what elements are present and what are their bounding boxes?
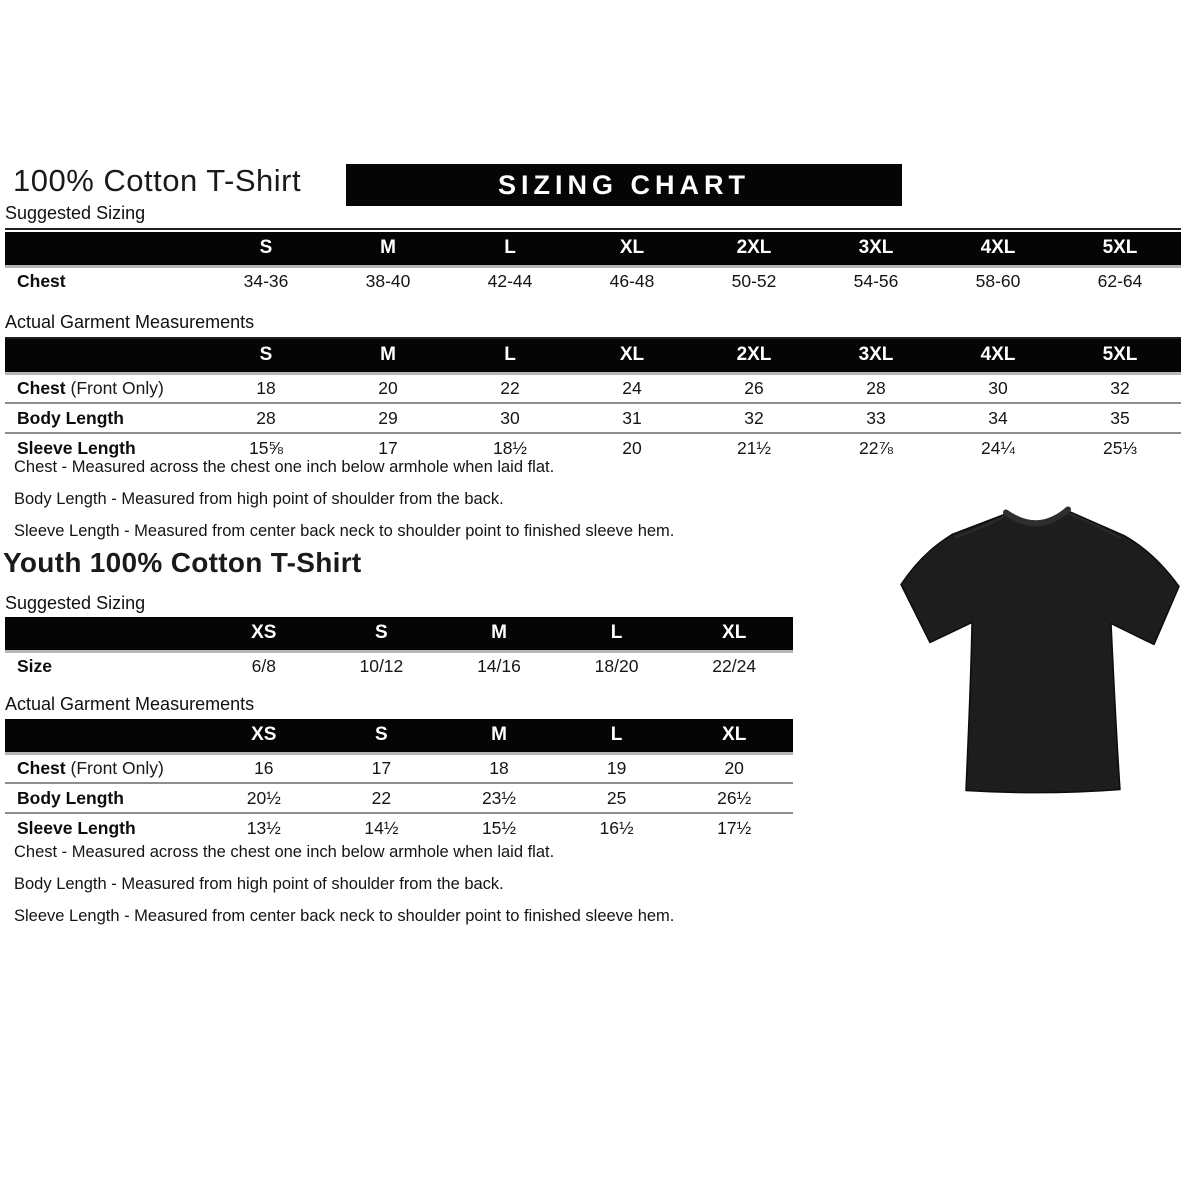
table-row <box>5 813 793 843</box>
tshirt-graphic <box>893 490 1185 805</box>
cell-value: 18 <box>256 377 276 398</box>
cell-value: 34 <box>937 403 1059 433</box>
column-header-s: S <box>205 232 327 266</box>
cell-value: 16½ <box>558 813 676 843</box>
cell-value: 15½ <box>440 813 558 843</box>
table-row <box>5 753 793 783</box>
page-title: 100% Cotton T-Shirt <box>13 163 302 198</box>
row-label: Sleeve Length <box>5 813 205 843</box>
adult-measurement-notes <box>14 458 674 554</box>
cell-value: 15⅝ <box>205 433 327 463</box>
cell-value: 26 <box>744 377 764 398</box>
row-label: Chest (Front Only) <box>17 757 164 778</box>
cell-value: 24 <box>622 377 642 398</box>
column-header-s: S <box>323 617 441 651</box>
cell-value: 28 <box>866 377 886 398</box>
row-label: Body Length <box>5 403 205 433</box>
table-row <box>5 373 1181 403</box>
cell-value: 14/16 <box>477 656 521 677</box>
row-label-spacer <box>5 232 205 266</box>
column-header-5xl: 5XL <box>1059 232 1181 266</box>
cell-value: 20 <box>724 757 744 778</box>
note-line: Chest - Measured across the chest one inch below armhole when laid flat. <box>14 458 555 476</box>
cell-value: 23½ <box>440 783 558 813</box>
column-header-xs: XS <box>205 617 323 651</box>
row-label: Body Length <box>5 783 205 813</box>
cell-value: 24¼ <box>937 433 1059 463</box>
sizing-chart-banner: SIZING CHART <box>346 164 902 206</box>
column-header-s: S <box>205 339 327 373</box>
cell-value: 42-44 <box>487 271 533 292</box>
cell-value: 38-40 <box>365 271 411 292</box>
youth-page-title: Youth 100% Cotton T-Shirt <box>3 547 362 578</box>
adult-actual-measurements-heading: Actual Garment Measurements <box>5 312 1181 339</box>
cell-value: 30 <box>449 403 571 433</box>
cell-value: 25⅓ <box>1059 433 1181 463</box>
size-table <box>5 339 1181 463</box>
row-label: Sleeve Length <box>5 433 205 463</box>
cell-value: 25 <box>558 783 676 813</box>
column-header-xs: XS <box>205 719 323 753</box>
youth-actual-measurements-table <box>5 719 793 843</box>
cell-value: 32 <box>1110 377 1130 398</box>
column-header-4xl: 4XL <box>937 232 1059 266</box>
cell-value: 54-56 <box>853 271 899 292</box>
cell-value: 31 <box>571 403 693 433</box>
column-header-s: S <box>323 719 441 753</box>
cell-value: 20 <box>378 377 398 398</box>
black-tshirt-image <box>893 490 1185 805</box>
cell-value: 18½ <box>449 433 571 463</box>
column-header-xl: XL <box>675 719 793 753</box>
note-line: Sleeve Length - Measured from center back neck to shoulder point to finished sleeve hem. <box>14 907 675 925</box>
cell-value: 22⅞ <box>815 433 937 463</box>
cell-value: 32 <box>693 403 815 433</box>
column-header-5xl: 5XL <box>1059 339 1181 373</box>
tshirt-silhouette <box>901 511 1179 793</box>
cell-value: 33 <box>815 403 937 433</box>
column-header-xl: XL <box>571 339 693 373</box>
cell-value: 10/12 <box>359 656 404 677</box>
column-header-3xl: 3XL <box>815 339 937 373</box>
size-table <box>5 617 793 681</box>
cell-value: 21½ <box>693 433 815 463</box>
note-line: Sleeve Length - Measured from center back neck to shoulder point to finished sleeve hem. <box>14 522 675 540</box>
cell-value: 18/20 <box>594 656 639 677</box>
row-label-spacer <box>5 339 205 373</box>
column-header-xl: XL <box>675 617 793 651</box>
cell-value: 19 <box>606 757 627 778</box>
column-header-l: L <box>558 617 676 651</box>
size-table <box>5 232 1181 296</box>
row-label: Chest (Front Only) <box>17 377 164 398</box>
cell-value: 13½ <box>205 813 323 843</box>
column-header-m: M <box>327 339 449 373</box>
column-header-xl: XL <box>571 232 693 266</box>
table-row <box>5 266 1181 296</box>
table-row <box>5 651 793 681</box>
cell-value: 22/24 <box>712 656 757 677</box>
cell-value: 22 <box>323 783 441 813</box>
cell-value: 26½ <box>675 783 793 813</box>
adult-suggested-sizing-table <box>5 232 1181 296</box>
youth-measurement-notes <box>14 843 674 939</box>
column-header-l: L <box>558 719 676 753</box>
column-header-l: L <box>449 232 571 266</box>
cell-value: 50-52 <box>731 271 777 292</box>
cell-value: 18 <box>489 757 509 778</box>
row-label: Chest <box>17 271 66 292</box>
column-header-m: M <box>327 232 449 266</box>
note-line: Chest - Measured across the chest one inch below armhole when laid flat. <box>14 843 555 861</box>
table-row <box>5 783 793 813</box>
column-header-m: M <box>440 617 558 651</box>
youth-suggested-sizing-table <box>5 617 793 681</box>
note-line: Body Length - Measured from high point of shoulder from the back. <box>14 490 504 508</box>
adult-suggested-sizing-heading: Suggested Sizing <box>5 203 1181 230</box>
column-header-3xl: 3XL <box>815 232 937 266</box>
cell-value: 22 <box>500 377 520 398</box>
cell-value: 34-36 <box>243 271 289 292</box>
column-header-2xl: 2XL <box>693 339 815 373</box>
row-label-spacer <box>5 719 205 753</box>
youth-suggested-sizing-heading: Suggested Sizing <box>5 593 793 620</box>
row-label-spacer <box>5 617 205 651</box>
cell-value: 17½ <box>675 813 793 843</box>
cell-value: 62-64 <box>1097 271 1143 292</box>
cell-value: 6/8 <box>251 656 276 677</box>
cell-value: 20 <box>571 433 693 463</box>
column-header-2xl: 2XL <box>693 232 815 266</box>
cell-value: 17 <box>327 433 449 463</box>
size-table <box>5 719 793 843</box>
cell-value: 20½ <box>205 783 323 813</box>
column-header-l: L <box>449 339 571 373</box>
cell-value: 14½ <box>323 813 441 843</box>
cell-value: 46-48 <box>609 271 655 292</box>
adult-actual-measurements-table <box>5 339 1181 463</box>
cell-value: 58-60 <box>975 271 1021 292</box>
cell-value: 16 <box>254 757 274 778</box>
table-row <box>5 403 1181 433</box>
youth-actual-measurements-heading: Actual Garment Measurements <box>5 694 793 721</box>
row-label: Size <box>17 656 53 677</box>
cell-value: 17 <box>371 757 392 778</box>
note-line: Body Length - Measured from high point of shoulder from the back. <box>14 875 504 893</box>
column-header-m: M <box>440 719 558 753</box>
cell-value: 28 <box>205 403 327 433</box>
cell-value: 30 <box>988 377 1008 398</box>
cell-value: 29 <box>327 403 449 433</box>
cell-value: 35 <box>1059 403 1181 433</box>
column-header-4xl: 4XL <box>937 339 1059 373</box>
